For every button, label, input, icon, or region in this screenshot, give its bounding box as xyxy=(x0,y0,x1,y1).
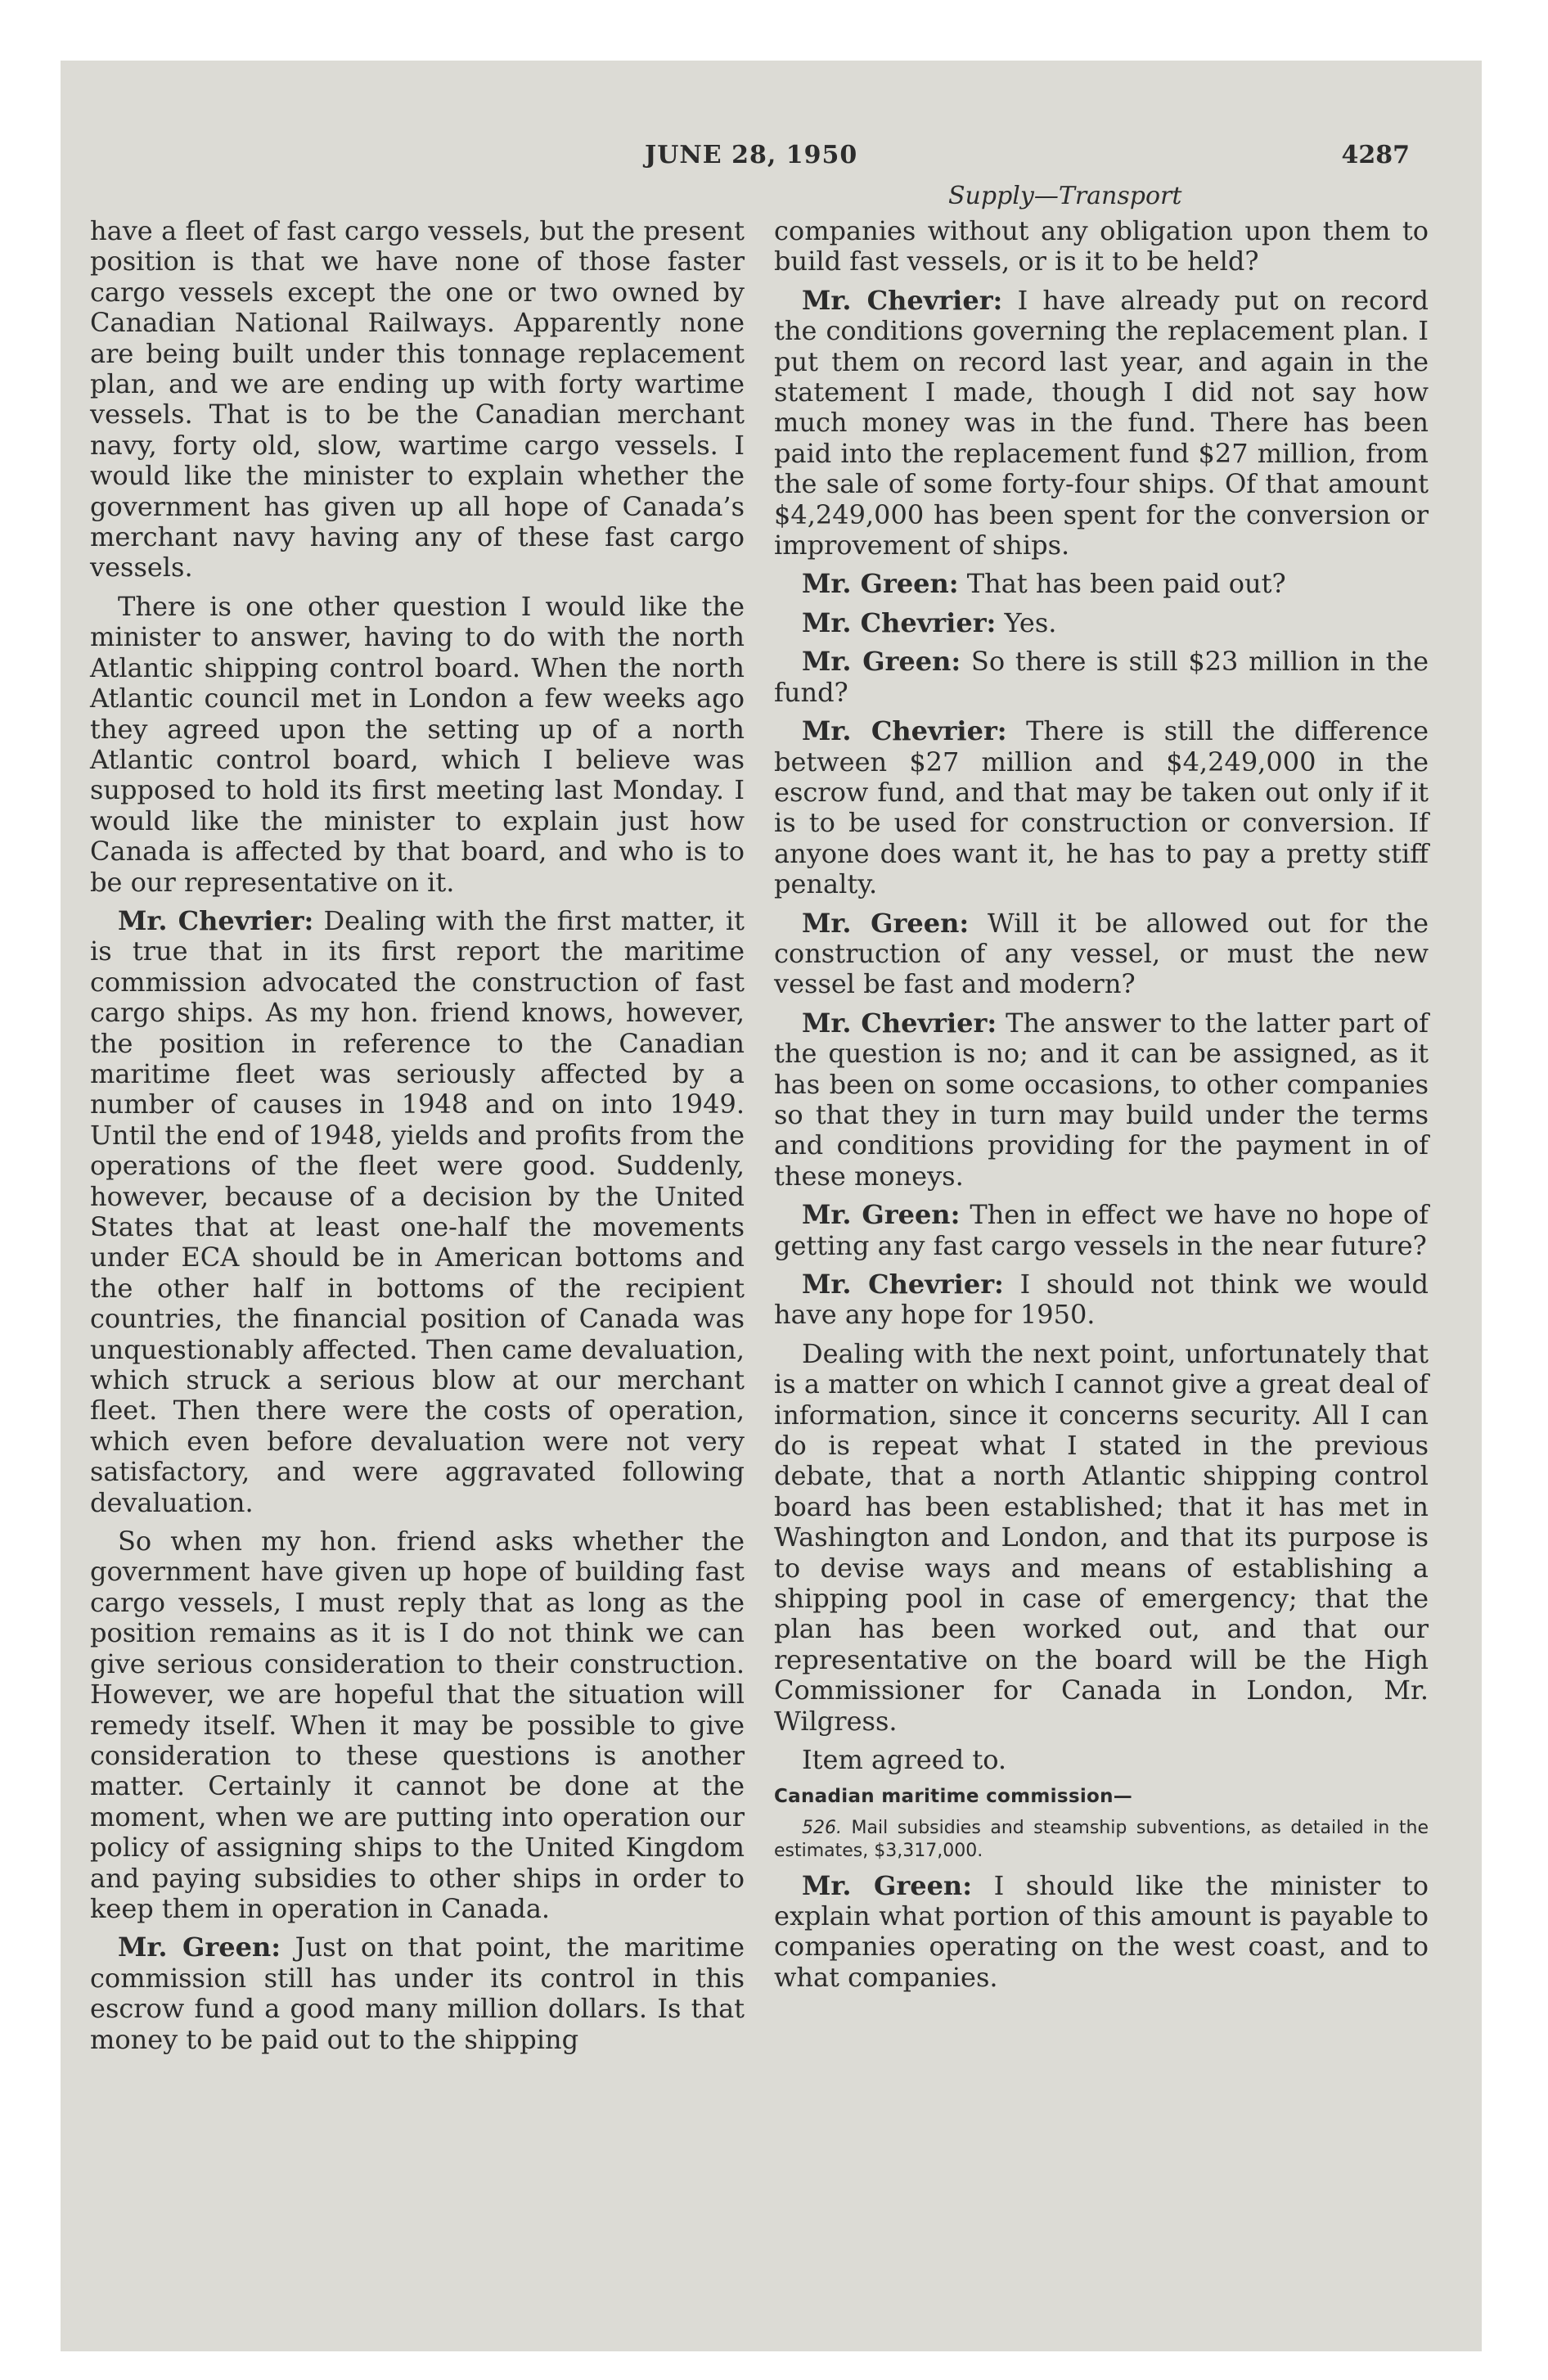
paragraph-text: companies without any obligation upon them to build fast vessels, or is it to be held? xyxy=(774,215,1429,277)
section-heading: Canadian maritime commission— xyxy=(774,1785,1133,1807)
speaker-name: Mr. Green: xyxy=(802,907,970,939)
paragraph xyxy=(774,569,1429,599)
speaker-name: Mr. Chevrier: xyxy=(802,606,997,638)
page-number: 4287 xyxy=(1341,141,1410,169)
paragraph-text: Then in effect we have no hope of getting any fast cargo vessels in the near future? xyxy=(774,1199,1429,1261)
paragraph xyxy=(774,1871,1429,1994)
paragraph xyxy=(90,1932,745,2055)
paragraph-text: Yes. xyxy=(1004,606,1057,638)
speaker-name: Mr. Green: xyxy=(118,1931,281,1963)
paragraph-text: There is one other question I would like the minister to answer, having to do with the north Atlantic shipping control board. When the north Atlantic council met in London a few weeks ago they agreed upon the setting up of a north Atlantic control board, which I believe was supposed to hold its first meeting last Monday. I would like the minister to explain just how Canada is affected by that board, and who is to be our representative on it. xyxy=(90,590,745,898)
section-subhead: Supply—Transport xyxy=(948,182,1182,210)
paragraph xyxy=(774,1008,1429,1192)
paragraph xyxy=(774,908,1429,1000)
paragraph xyxy=(90,1526,745,1924)
paragraph xyxy=(90,216,745,584)
paragraph xyxy=(774,1269,1429,1331)
running-header xyxy=(61,141,1482,190)
paragraph-text: Dealing with the next point, unfortunately that is a matter on which I cannot give a great deal of information, since it concerns security. All I can do is repeat what I stated in the previous debate, that a north Atlantic shipping control board has been established; that it has met in Washington and London, and that its purpose is to devise ways and means of establishing a shipping pool in case of emergency; that the plan has been worked out, and that our representative on the board will be the High Commissioner for Canada in London, Mr. Wilgress. xyxy=(774,1337,1429,1737)
paragraph xyxy=(774,1200,1429,1261)
item-agreed-line: Item agreed to. xyxy=(802,1744,1007,1776)
estimate-item xyxy=(774,1817,1429,1863)
paragraph xyxy=(90,592,745,898)
estimate-item-number: 526. xyxy=(802,1817,842,1838)
speaker-name: Mr. Green: xyxy=(802,646,961,678)
speaker-name: Mr. Green: xyxy=(802,1199,961,1231)
paragraph-text: Will it be allowed out for the construction of any vessel, or must the new vessel be fast and modern? xyxy=(774,907,1429,1000)
paragraph xyxy=(774,647,1429,708)
paragraph-text: Just on that point, the maritime commission still has under its control in this escrow fund a good many million dollars. Is that money to be paid out to the shipping xyxy=(90,1931,745,2055)
paragraph-text: Dealing with the first matter, it is true that in its first report the maritime commission advocated the construction of fast cargo ships. As my hon. friend knows, however, the position in reference to the Canadian maritime fleet was seriously affected by a number of causes in 1948 and on into 1949. Until the end of 1948, yields and profits from the operations of the fleet were good. Suddenly, however, because of a decision by the United States that at least one-half the movements under ECA should be in American bottoms and the other half in bottoms of the recipient countries, the financial position of Canada was unquestionably affected. Then came devaluation, which struck a serious blow at our merchant fleet. Then there were the costs of operation, which even before devaluation were not very satisfactory, and were aggravated following devaluation. xyxy=(90,904,745,1518)
speaker-name: Mr. Chevrier: xyxy=(118,904,314,936)
paragraph-text: There is still the difference between $27 million and $4,249,000 in the escrow fund, and that may be taken out only if it is to be used for construction or conversion. If anyone does want it, he has to pay a pretty stiff penalty. xyxy=(774,715,1429,900)
paragraph-text: So there is still $23 million in the fund? xyxy=(774,646,1429,708)
right-column xyxy=(774,216,1429,2001)
estimate-item-text: Mail subsidies and steamship subventions, as detailed in the estimates, $3,317,000. xyxy=(774,1817,1429,1861)
paragraph xyxy=(774,216,1429,277)
paragraph xyxy=(774,716,1429,899)
paragraph-text: That has been paid out? xyxy=(966,568,1286,600)
left-column xyxy=(90,216,745,2063)
paragraph-text: The answer to the latter part of the question is no; and it can be assigned, as it has been on some occasions, to other companies so that they in turn may build under the terms and conditions providing for the payment in of these moneys. xyxy=(774,1007,1429,1192)
paragraph xyxy=(774,608,1429,638)
speaker-name: Mr. Chevrier: xyxy=(802,1269,1004,1300)
paragraph-text: I have already put on record the conditions governing the replacement plan. I put them on record last year, and again in the statement I made, though I did not say how much money was in the fund. There has been paid into the replacement fund $27 million, from the sale of some forty-four ships. Of that amount $4,249,000 has been spent for the conversion or improvement of ships. xyxy=(774,284,1429,561)
speaker-name: Mr. Chevrier: xyxy=(802,715,1007,747)
paragraph xyxy=(774,1339,1429,1737)
paragraph xyxy=(774,286,1429,561)
speaker-name: Mr. Green: xyxy=(802,568,959,600)
paragraph-text: I should not think we would have any hope for 1950. xyxy=(774,1269,1429,1331)
paragraph xyxy=(90,906,745,1518)
page-date: JUNE 28, 1950 xyxy=(645,141,858,169)
speaker-name: Mr. Chevrier: xyxy=(802,1007,997,1039)
paragraph-text: So when my hon. friend asks whether the government have given up hope of building fast cargo vessels, I must reply that as long as the position remains as it is I do not think we can give serious consideration to their construction. However, we are hopeful that the situation will remedy itself. When it may be possible to give consideration to these questions is another matter. Certainly it cannot be done at the moment, when we are putting into operation our policy of assigning ships to the United Kingdom and paying subsidies to other ships in order to keep them in operation in Canada. xyxy=(90,1526,745,1924)
page xyxy=(61,61,1482,2351)
paragraph-text: I should like the minister to explain what portion of this amount is payable to companies operating on the west coast, and to what companies. xyxy=(774,1869,1429,1993)
paragraph-text: have a fleet of fast cargo vessels, but the present position is that we have none of those faster cargo vessels except the one or two owned by Canadian National Railways. Apparently none are being built under this tonnage replacement plan, and we are ending up with forty wartime vessels. That is to be the Canadian merchant navy, forty old, slow, wartime cargo vessels. I would like the minister to explain whether the government has given up all hope of Canada’s merchant navy having any of these fast cargo vessels. xyxy=(90,215,745,584)
speaker-name: Mr. Green: xyxy=(802,1869,973,1901)
speaker-name: Mr. Chevrier: xyxy=(802,284,1003,316)
